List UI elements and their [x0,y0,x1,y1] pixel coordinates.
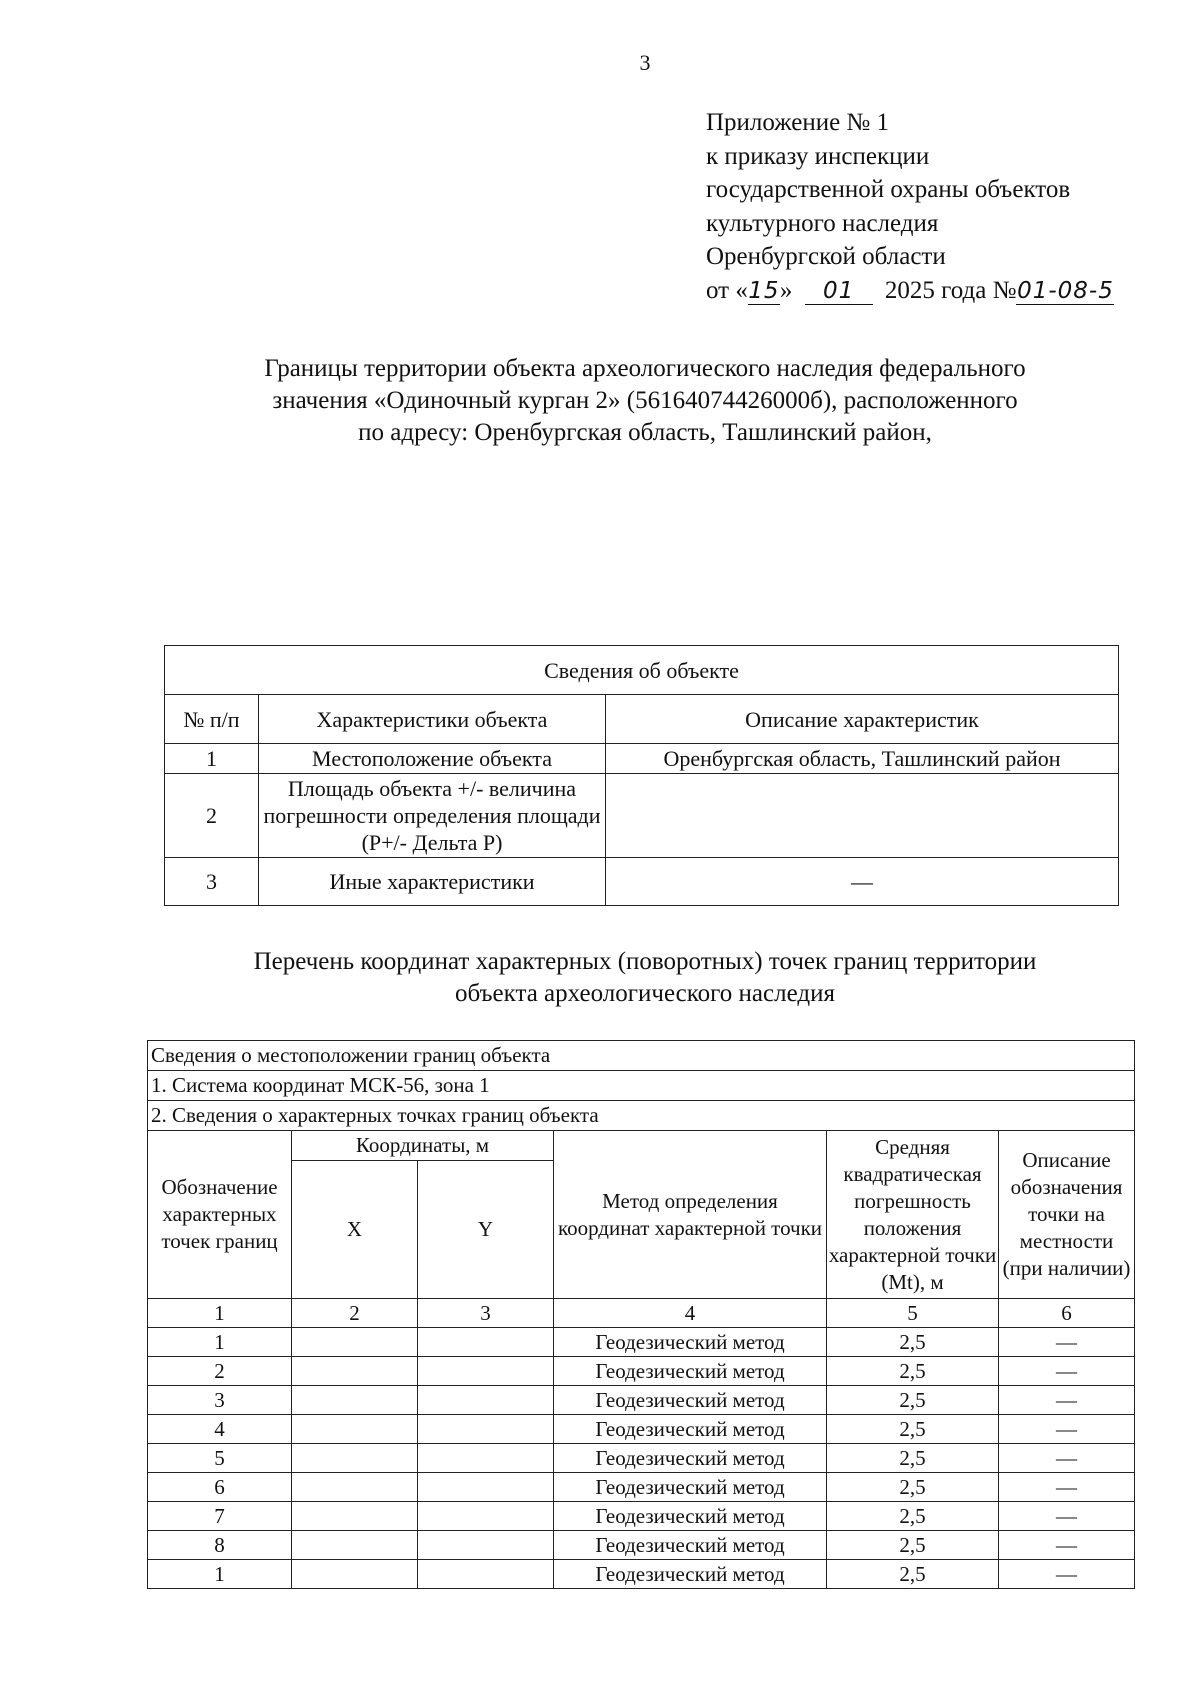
info-cell-description [606,774,1119,858]
cell-point: 2 [148,1357,292,1386]
header-error: Средняя квадратическая погрешность положения характерной точки (Mt), м [827,1131,999,1299]
cell-error: 2,5 [827,1560,999,1589]
cell-x [292,1386,418,1415]
table-row [148,1502,1135,1531]
info-header-num: № п/п [165,695,259,744]
cell-description: — [999,1386,1135,1415]
column-number: 4 [554,1299,827,1328]
cell-x [292,1502,418,1531]
list-title-line-1: Перечень координат характерных (поворотных) точек границ территории [253,948,1037,975]
cell-method: Геодезический метод [554,1415,827,1444]
date-prefix: от « [706,276,748,304]
cell-y [418,1473,554,1502]
info-cell-characteristic: Иные характеристики [259,858,606,906]
object-info-table [164,645,1119,906]
cell-description: — [999,1357,1135,1386]
info-cell-description: — [606,858,1119,906]
column-number: 2 [292,1299,418,1328]
header-x: X [292,1161,418,1299]
info-header-description: Описание характеристик [606,695,1119,744]
cell-point: 6 [148,1473,292,1502]
coords-section-2: 1. Система координат МСК-56, зона 1 [148,1071,1135,1101]
coordinates-list-title [150,946,1140,1010]
info-header-characteristic: Характеристики объекта [259,695,606,744]
coords-section-1: Сведения о местоположении границ объекта [148,1041,1135,1071]
cell-x [292,1473,418,1502]
order-number-handwritten: 01-08-5 [1017,277,1114,304]
info-table-caption: Сведения об объекте [165,646,1119,695]
cell-point: 1 [148,1328,292,1357]
cell-error: 2,5 [827,1386,999,1415]
cell-x [292,1357,418,1386]
date-day-handwritten: 15 [748,277,780,304]
cell-method: Геодезический метод [554,1328,827,1357]
table-row [148,1328,1135,1357]
date-month-handwritten: 01 [805,278,873,305]
cell-y [418,1560,554,1589]
appendix-line-4: культурного наследия [706,209,939,237]
cell-description: — [999,1531,1135,1560]
column-number: 1 [148,1299,292,1328]
header-coordinates: Координаты, м [292,1131,554,1161]
cell-x [292,1531,418,1560]
table-row [148,1444,1135,1473]
cell-error: 2,5 [827,1531,999,1560]
table-row [148,1473,1135,1502]
header-method: Метод определения координат характерной точки [554,1131,827,1299]
info-cell-characteristic: Площадь объекта +/- величина погрешности определения площади (Р+/- Дельта Р) [259,774,606,858]
info-cell-num: 3 [165,858,259,906]
appendix-date-line [706,274,1114,308]
date-suffix: года № [934,276,1017,304]
table-row [165,858,1119,906]
cell-method: Геодезический метод [554,1473,827,1502]
info-cell-num: 2 [165,774,259,858]
title-line-1: Границы территории объекта археологического наследия федерального [264,355,1026,382]
table-row [148,1415,1135,1444]
date-year: 2025 [884,276,935,304]
cell-point: 3 [148,1386,292,1415]
cell-description: — [999,1328,1135,1357]
table-row [165,744,1119,774]
cell-error: 2,5 [827,1502,999,1531]
column-number: 5 [827,1299,999,1328]
cell-point: 5 [148,1444,292,1473]
cell-y [418,1328,554,1357]
table-row [148,1386,1135,1415]
cell-x [292,1415,418,1444]
cell-description: — [999,1502,1135,1531]
info-cell-characteristic: Местоположение объекта [259,744,606,774]
column-number: 3 [418,1299,554,1328]
coords-section-3: 2. Сведения о характерных точках границ объекта [148,1101,1135,1131]
header-description: Описание обозначения точки на местности (при наличии) [999,1131,1135,1299]
cell-point: 1 [148,1560,292,1589]
column-numbers-row [148,1299,1135,1328]
cell-point: 7 [148,1502,292,1531]
cell-x [292,1560,418,1589]
table-row [148,1560,1135,1589]
column-number: 6 [999,1299,1135,1328]
cell-y [418,1415,554,1444]
cell-description: — [999,1415,1135,1444]
cell-x [292,1328,418,1357]
list-title-line-2: объекта археологического наследия [455,980,835,1007]
cell-description: — [999,1473,1135,1502]
cell-description: — [999,1560,1135,1589]
cell-method: Геодезический метод [554,1502,827,1531]
cell-y [418,1531,554,1560]
date-mid: » [779,276,793,304]
cell-error: 2,5 [827,1473,999,1502]
table-row [165,774,1119,858]
appendix-line-2: к приказу инспекции [706,142,930,170]
title-line-3: по адресу: Оренбургская область, Ташлинский район, [358,419,932,446]
cell-error: 2,5 [827,1328,999,1357]
title-line-2: значения «Одиночный курган 2» (56164074426000б), расположенного [272,387,1018,414]
coordinates-table [147,1040,1135,1589]
info-cell-num: 1 [165,744,259,774]
header-y: Y [418,1161,554,1299]
info-cell-description: Оренбургская область, Ташлинский район [606,744,1119,774]
cell-y [418,1357,554,1386]
appendix-line-1: Приложение № 1 [706,109,890,136]
appendix-line-5: Оренбургской области [706,243,946,270]
document-title [150,353,1140,449]
cell-x [292,1444,418,1473]
cell-y [418,1444,554,1473]
table-row [148,1531,1135,1560]
page-number: 3 [639,50,651,75]
cell-point: 8 [148,1531,292,1560]
appendix-block [706,106,1114,307]
table-row [148,1357,1135,1386]
cell-y [418,1386,554,1415]
cell-error: 2,5 [827,1357,999,1386]
cell-method: Геодезический метод [554,1357,827,1386]
cell-method: Геодезический метод [554,1531,827,1560]
cell-error: 2,5 [827,1415,999,1444]
cell-method: Геодезический метод [554,1444,827,1473]
cell-method: Геодезический метод [554,1386,827,1415]
cell-point: 4 [148,1415,292,1444]
header-designation: Обозначение характерных точек границ [148,1131,292,1299]
cell-error: 2,5 [827,1444,999,1473]
cell-method: Геодезический метод [554,1560,827,1589]
cell-description: — [999,1444,1135,1473]
appendix-line-3: государственной охраны объектов [706,176,1071,203]
cell-y [418,1502,554,1531]
